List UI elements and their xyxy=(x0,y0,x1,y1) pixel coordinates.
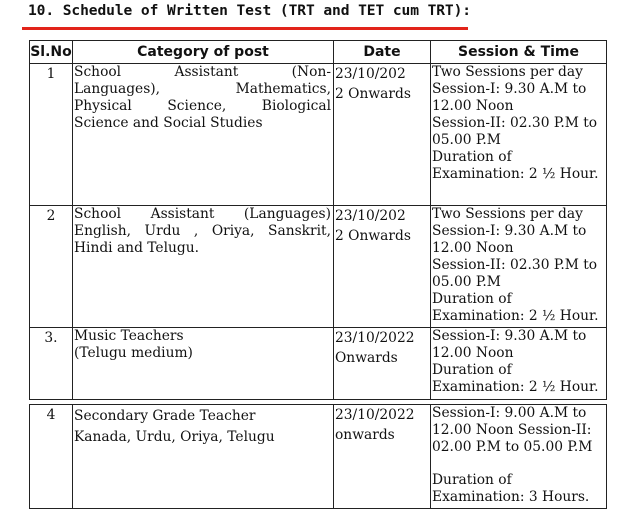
row-sl-no: 4 xyxy=(30,405,73,509)
row-sl-no: 2 xyxy=(30,206,73,328)
section-heading: 10. Schedule of Written Test (TRT and TET cum TRT): xyxy=(28,2,471,19)
row-date: 23/10/202 2 Onwards xyxy=(334,206,431,328)
table-row xyxy=(30,328,607,400)
header-date: Date xyxy=(334,41,431,64)
row-session-time: Session-I: 9.00 A.M to 12.00 Noon Session-II: 02.00 P.M to 05.00 P.M Duration of Examination: 3 Hours. xyxy=(431,405,607,509)
row-category: School Assistant (Languages) English, Urdu , Oriya, Sanskrit, Hindi and Telugu. xyxy=(73,206,334,328)
schedule-table xyxy=(29,40,607,509)
table-header-row xyxy=(30,41,607,64)
blank-line xyxy=(432,456,606,472)
header-session-time: Session & Time xyxy=(431,41,607,64)
row-date: 23/10/202 2 Onwards xyxy=(334,64,431,206)
header-sl-no: Sl.No xyxy=(30,41,73,64)
row-session-time: Session-I: 9.30 A.M to 12.00 Noon Duration of Examination: 2 ½ Hour. xyxy=(431,328,607,400)
row-session-time: Two Sessions per day Session-I: 9.30 A.M to 12.00 Noon Session-II: 02.30 P.M to 05.00 P.M Duration of Examination: 2 ½ Hour. xyxy=(431,64,607,206)
table-row xyxy=(30,64,607,206)
row-category: School Assistant (Non- Languages), Mathematics, Physical Science, Biological Science and Social Studies xyxy=(73,64,334,206)
row-category: Secondary Grade Teacher Kanada, Urdu, Oriya, Telugu xyxy=(73,405,334,509)
table-row xyxy=(30,206,607,328)
row-sl-no: 3. xyxy=(30,328,73,400)
row-sl-no: 1 xyxy=(30,64,73,206)
row-session-time: Two Sessions per day Session-I: 9.30 A.M to 12.00 Noon Session-II: 02.30 P.M to 05.00 P.M Duration of Examination: 2 ½ Hour. xyxy=(431,206,607,328)
table-row xyxy=(30,405,607,509)
header-category: Category of post xyxy=(73,41,334,64)
row-date: 23/10/2022 Onwards xyxy=(334,328,431,400)
row-date: 23/10/2022 onwards xyxy=(334,405,431,509)
row-category: Music Teachers (Telugu medium) xyxy=(73,328,334,400)
heading-underline xyxy=(22,27,468,30)
